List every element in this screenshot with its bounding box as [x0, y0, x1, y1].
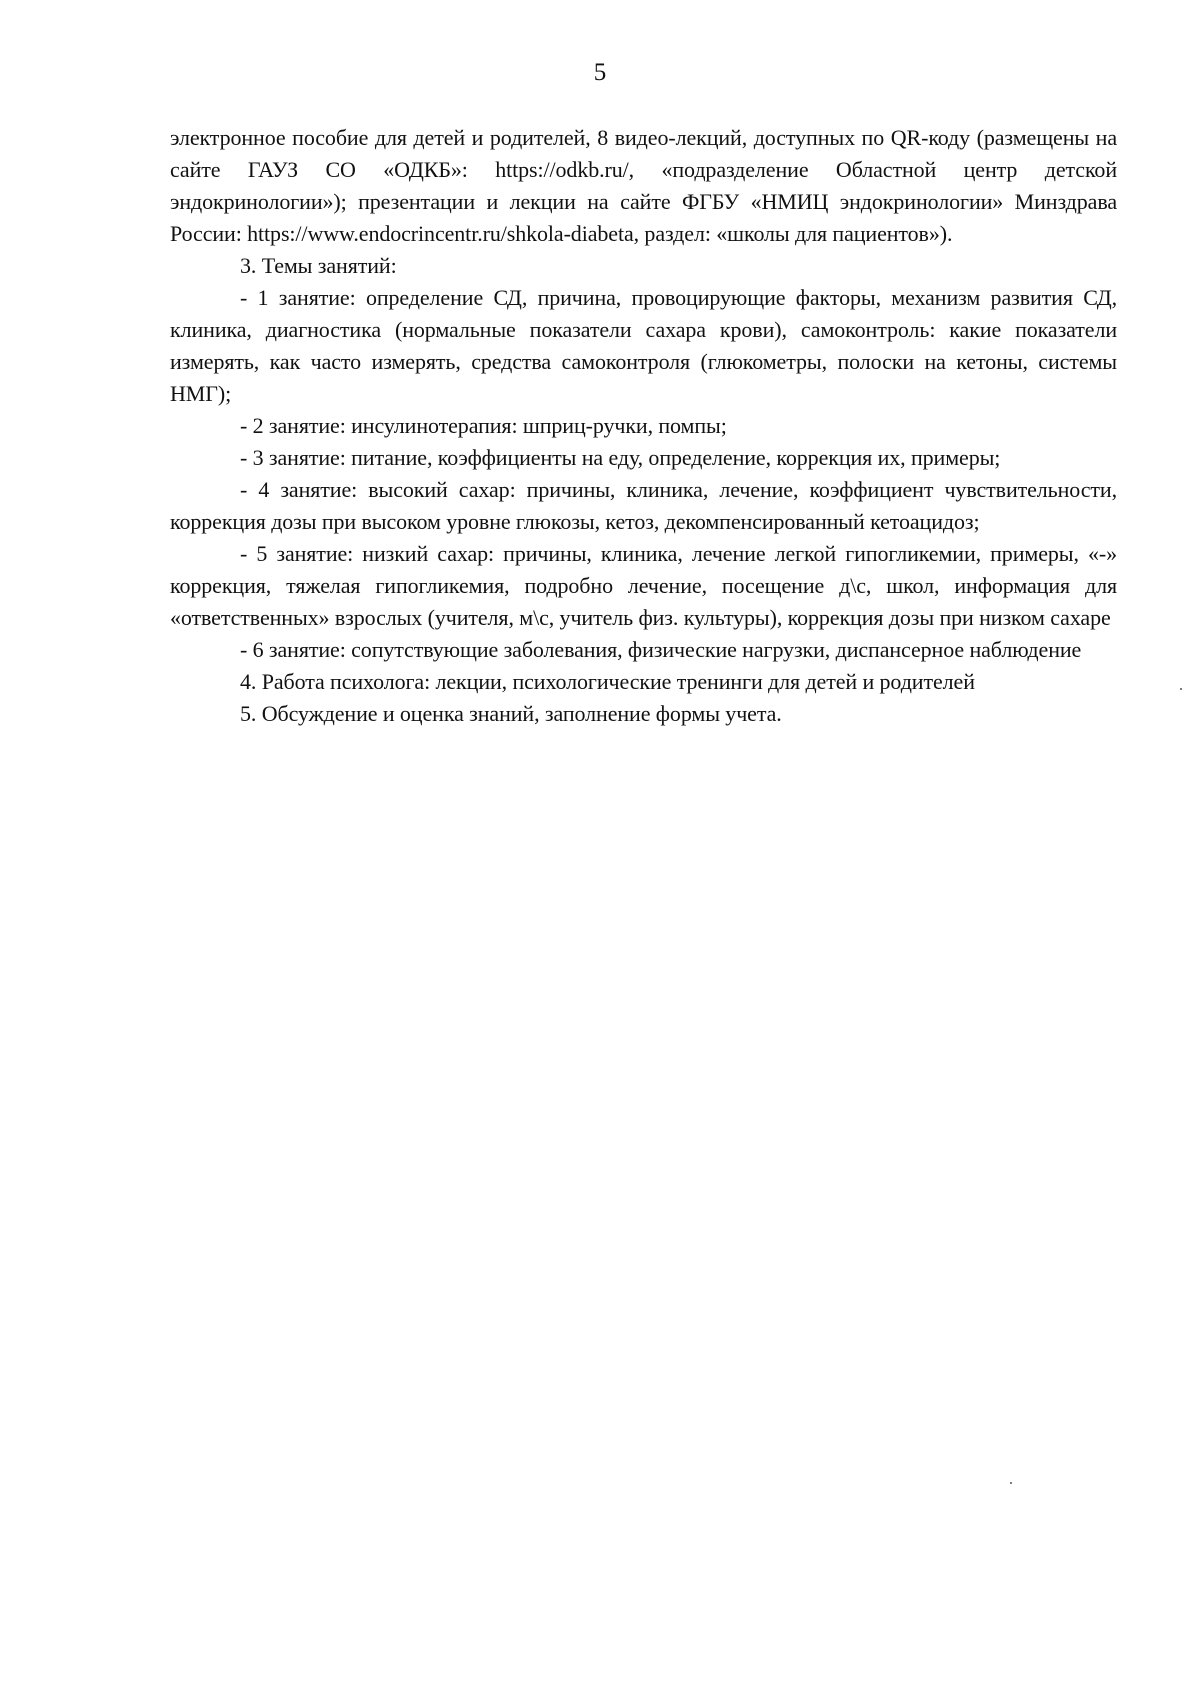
paragraph-materials: электронное пособие для детей и родителей, 8 видео-лекций, доступных по QR-коду (размещены на сайте ГАУЗ СО «ОДКБ»: https://odkb.ru/, «подразделение Областной центр детской эндокринологии»); презентации и лекции на сайте ФГБУ «НМИЦ эндокринологии» Минздрава России: https://www.endocrincentr.ru/shkola-diabeta, раздел: «школы для пациентов»). — [170, 125, 1117, 246]
page-number: 5 — [593, 59, 607, 86]
list-item-lesson-1: - 1 занятие: определение СД, причина, провоцирующие факторы, механизм развития СД, клиника, диагностика (нормальные показатели сахара крови), самоконтроль: какие показатели измерять, как часто измерять, средства самоконтроля (глюкометры, полоски на кетоны, системы НМГ); — [170, 285, 1117, 406]
scan-speck — [1010, 1482, 1012, 1484]
list-item-lesson-2: - 2 занятие: инсулинотерапия: шприц-ручки, помпы; — [240, 413, 727, 438]
paragraph-assessment: 5. Обсуждение и оценка знаний, заполнение формы учета. — [240, 701, 782, 726]
list-item-lesson-3: - 3 занятие: питание, коэффициенты на еду, определение, коррекция их, примеры; — [240, 445, 1001, 470]
list-item-lesson-6: - 6 занятие: сопутствующие заболевания, физические нагрузки, диспансерное наблюдение — [240, 637, 1082, 662]
list-item-lesson-5: - 5 занятие: низкий сахар: причины, клиника, лечение легкой гипогликемии, примеры, «-» коррекция, тяжелая гипогликемия, подробно лечение, посещение д\с, школ, информация для «ответственных» взрослых (учителя, м\с, учитель физ. культуры), коррекция дозы при низком сахаре — [170, 541, 1117, 630]
heading-lesson-topics: 3. Темы занятий: — [240, 253, 397, 278]
list-item-lesson-4: - 4 занятие: высокий сахар: причины, клиника, лечение, коэффициент чувствительности, коррекция дозы при высоком уровне глюкозы, кетоз, декомпенсированный кетоацидоз; — [170, 477, 1117, 534]
document-body — [170, 122, 1117, 730]
paragraph-psychologist: 4. Работа психолога: лекции, психологические тренинги для детей и родителей — [240, 669, 975, 694]
scan-speck — [1180, 688, 1182, 690]
